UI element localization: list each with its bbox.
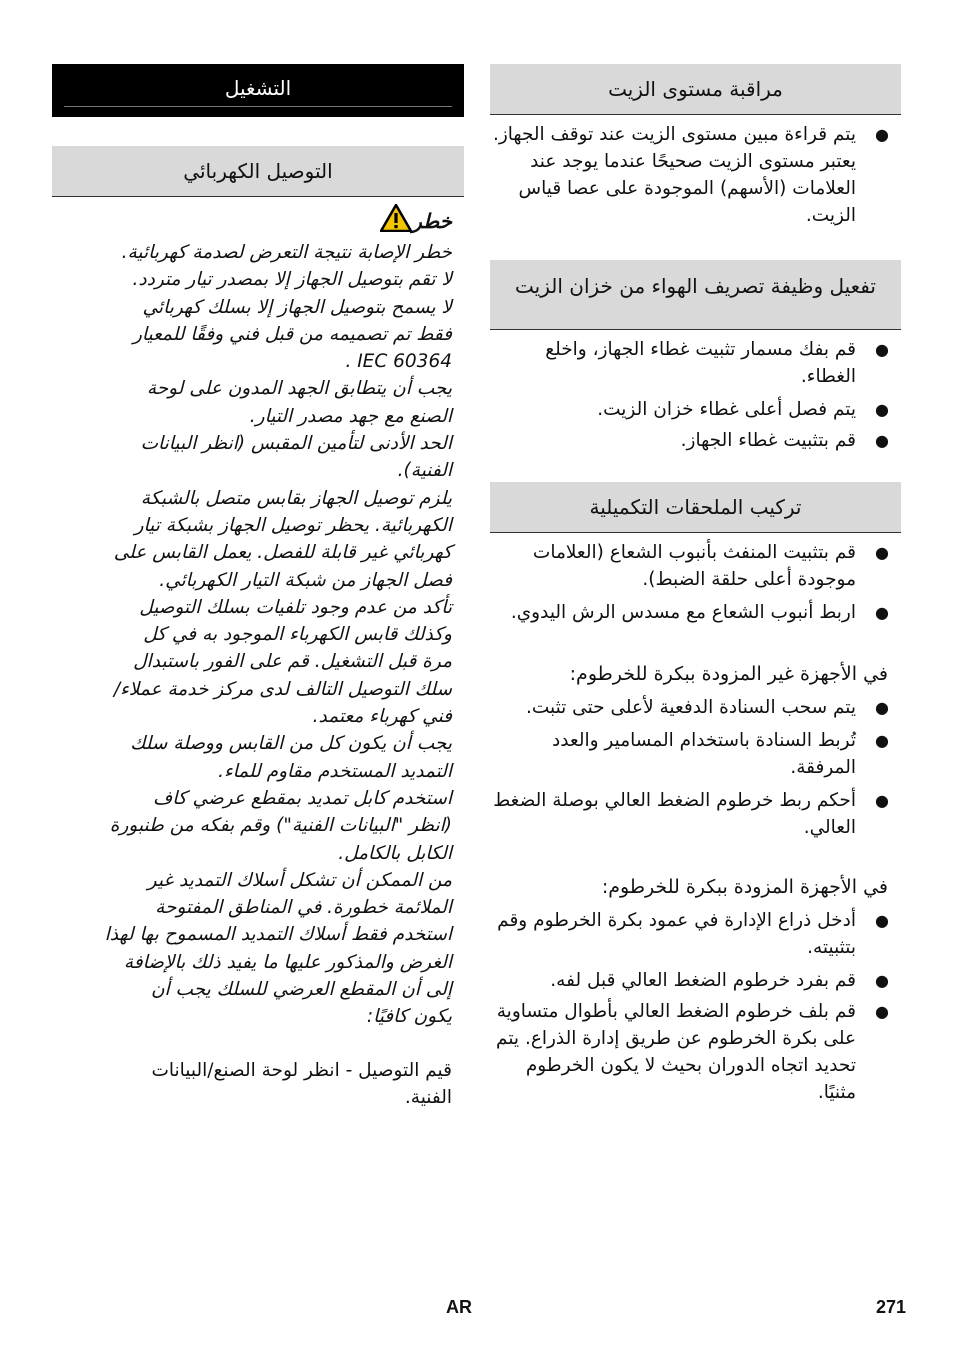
warning-line: لا يسمح بتوصيل الجهاز إلا بسلك كهربائي: [142, 296, 452, 318]
list-item: [490, 396, 901, 423]
warning-line: فقط تم تصميمه من قبل فني وفقًا للمعيار: [132, 323, 452, 345]
list-item-text: قم بلف خرطوم الضغط العالي بأطوال متساوية على بكرة الخرطوم عن طريق إدارة الذراع. يتم تحديد اتجاه الدوران بحيث لا يكون الخرطوم مثنيًا.: [496, 1001, 856, 1103]
bullet-icon: ●: [875, 698, 889, 717]
warning-line: الكهربائية. يحظر توصيل الجهاز بشبكة تيار: [134, 514, 452, 536]
oil-level-header: [490, 64, 901, 115]
warning-line: مرة قبل التشغيل. قم على الفور باستبدال: [133, 651, 452, 673]
warning-line: إلى أن المقطع العرضي للسلك يجب أن: [150, 979, 452, 1001]
warning-line: وكذلك قابس الكهرباء الموجود به في كل: [143, 624, 452, 646]
list-item-text: تُربط السنادة باستخدام المسامير والعدد المرفقة.: [551, 730, 856, 778]
no-reel-list: [490, 694, 901, 841]
bullet-icon: ●: [875, 400, 889, 419]
bullet-icon: ●: [875, 731, 889, 750]
bullet-icon: ●: [875, 543, 889, 562]
list-item: [490, 787, 901, 841]
warning-line: كهربائي غير قابلة للفصل. يعمل القابس على: [113, 542, 452, 564]
accessories-title: تركيب الملحقات التكميلية: [589, 495, 802, 519]
operation-section-header: [52, 64, 464, 117]
warning-line: يلزم توصيل الجهاز بقابس متصل بالشبكة: [140, 487, 452, 509]
warning-line: الفنية).: [397, 460, 452, 482]
operation-title: التشغيل: [224, 76, 292, 100]
electrical-connection-title: التوصيل الكهربائي: [183, 159, 333, 183]
list-item-text: يتم فصل أعلى غطاء خزان الزيت.: [597, 399, 856, 420]
list-item: [490, 967, 901, 994]
bullet-icon: ●: [875, 791, 889, 810]
warning-line: يجب أن يتطابق الجهد المدون على لوحة: [146, 378, 452, 400]
oil-vent-list: [490, 336, 901, 454]
oil-level-title: مراقبة مستوى الزيت: [608, 77, 783, 101]
page-number: 271: [876, 1297, 907, 1317]
oil-vent-title: تفعيل وظيفة تصريف الهواء من خزان الزيت: [515, 274, 876, 298]
list-item: [490, 694, 901, 721]
accessories-header: [490, 482, 901, 533]
warning-line: يجب أن يكون كل من القابس ووصلة سلك: [130, 733, 452, 755]
warning-line: (انظر "البيانات الفنية") وقم بفكه من طنبورة: [109, 815, 452, 837]
warning-line: سلك التوصيل التالف لدى مركز خدمة عملاء/: [113, 678, 452, 700]
list-item: [490, 427, 901, 454]
footer-language: AR: [446, 1297, 472, 1317]
list-item: [490, 121, 901, 229]
list-item-text: قم بفرد خرطوم الضغط العالي قبل لفه.: [550, 970, 856, 991]
warning-line: فني كهرباء معتمد.: [312, 706, 452, 728]
warning-line: استخدم كابل تمديد بمقطع عرضي كاف: [153, 787, 452, 809]
oil-level-list: [490, 121, 901, 229]
bullet-icon: ●: [875, 971, 889, 990]
list-item-text: يتم سحب السنادة الدفعية لأعلى حتى تثبت.: [525, 697, 856, 718]
warning-line: الملائمة خطورة. في المناطق المفتوحة: [155, 897, 452, 919]
list-item-text: قم بتثبيت غطاء الجهاز.: [680, 430, 856, 451]
warning-line: التمديد المستخدم مقاوم للماء.: [218, 760, 452, 782]
list-item-text: يتم قراءة مبين مستوى الزيت عند توقف الجهاز. يعتبر مستوى الزيت صحيحًا عندما يوجد عند العلامات (الأسهم) الموجودة على عصا قياس الزيت.: [492, 124, 856, 226]
warning-line: من الممكن أن تشكل أسلاك التمديد غير: [147, 869, 452, 891]
warning-line: الصنع مع جهد مصدر التيار.: [249, 405, 452, 427]
warning-line: الكابل بالكامل.: [338, 842, 452, 864]
reel-heading: في الأجهزة المزودة ببكرة للخرطوم:: [601, 876, 888, 898]
bullet-icon: ●: [875, 1002, 889, 1021]
reel-list: [490, 907, 901, 1106]
warning-line: يكون كافيًا:: [366, 1006, 452, 1028]
warning-triangle-icon: [380, 204, 412, 239]
list-item: [490, 907, 901, 961]
list-item-text: اربط أنبوب الشعاع مع مسدس الرش اليدوي.: [510, 602, 856, 623]
list-item-text: قم بتثبيت المنفث بأنبوب الشعاع (العلامات موجودة أعلى حلقة الضبط).: [532, 542, 856, 590]
electrical-warning-text: [52, 239, 452, 1031]
bullet-icon: ●: [875, 911, 889, 930]
list-item-text: قم بفك مسمار تثبيت غطاء الجهاز، واخلع الغطاء.: [545, 339, 856, 387]
danger-heading: [252, 204, 452, 239]
connection-values-text: قيم التوصيل - انظر لوحة الصنع/البيانات الفنية.: [151, 1060, 452, 1108]
bullet-icon: ●: [875, 603, 889, 622]
electrical-connection-header: [52, 146, 464, 197]
warning-line: الغرض والمذكور عليها ما يفيد ذلك بالإضافة: [123, 951, 452, 973]
danger-label: خطر: [412, 209, 452, 233]
no-reel-heading: في الأجهزة غير المزودة ببكرة للخرطوم:: [569, 663, 888, 685]
bullet-icon: ●: [875, 431, 889, 450]
list-item-text: أدخل ذراع الإدارة في عمود بكرة الخرطوم وقم بتثبيته.: [497, 910, 856, 958]
bullet-icon: ●: [875, 340, 889, 359]
warning-line: IEC 60364 .: [345, 351, 452, 373]
warning-line: استخدم فقط أسلاك التمديد المسموح بها لهذا: [104, 924, 452, 946]
list-item: [490, 599, 901, 626]
warning-line: لا تقم بتوصيل الجهاز إلا بمصدر تيار متردد.: [132, 269, 452, 291]
warning-line: الحد الأدنى لتأمين المقبس (انظر البيانات: [140, 433, 452, 455]
list-item-text: أحكم ربط خرطوم الضغط العالي بوصلة الضغط العالي.: [493, 790, 856, 838]
list-item: [490, 727, 901, 781]
list-item: [490, 539, 901, 593]
warning-line: خطر الإصابة نتيجة التعرض لصدمة كهربائية.: [121, 242, 452, 263]
list-item: [490, 336, 901, 390]
list-item: [490, 998, 901, 1106]
accessories-list: [490, 539, 901, 626]
header-rule: [64, 106, 452, 107]
warning-line: تأكد من عدم وجود تلفيات بسلك التوصيل: [139, 596, 452, 618]
warning-line: فصل الجهاز من شبكة التيار الكهربائي.: [159, 569, 452, 591]
oil-vent-header: [490, 260, 901, 330]
bullet-icon: ●: [875, 125, 889, 144]
